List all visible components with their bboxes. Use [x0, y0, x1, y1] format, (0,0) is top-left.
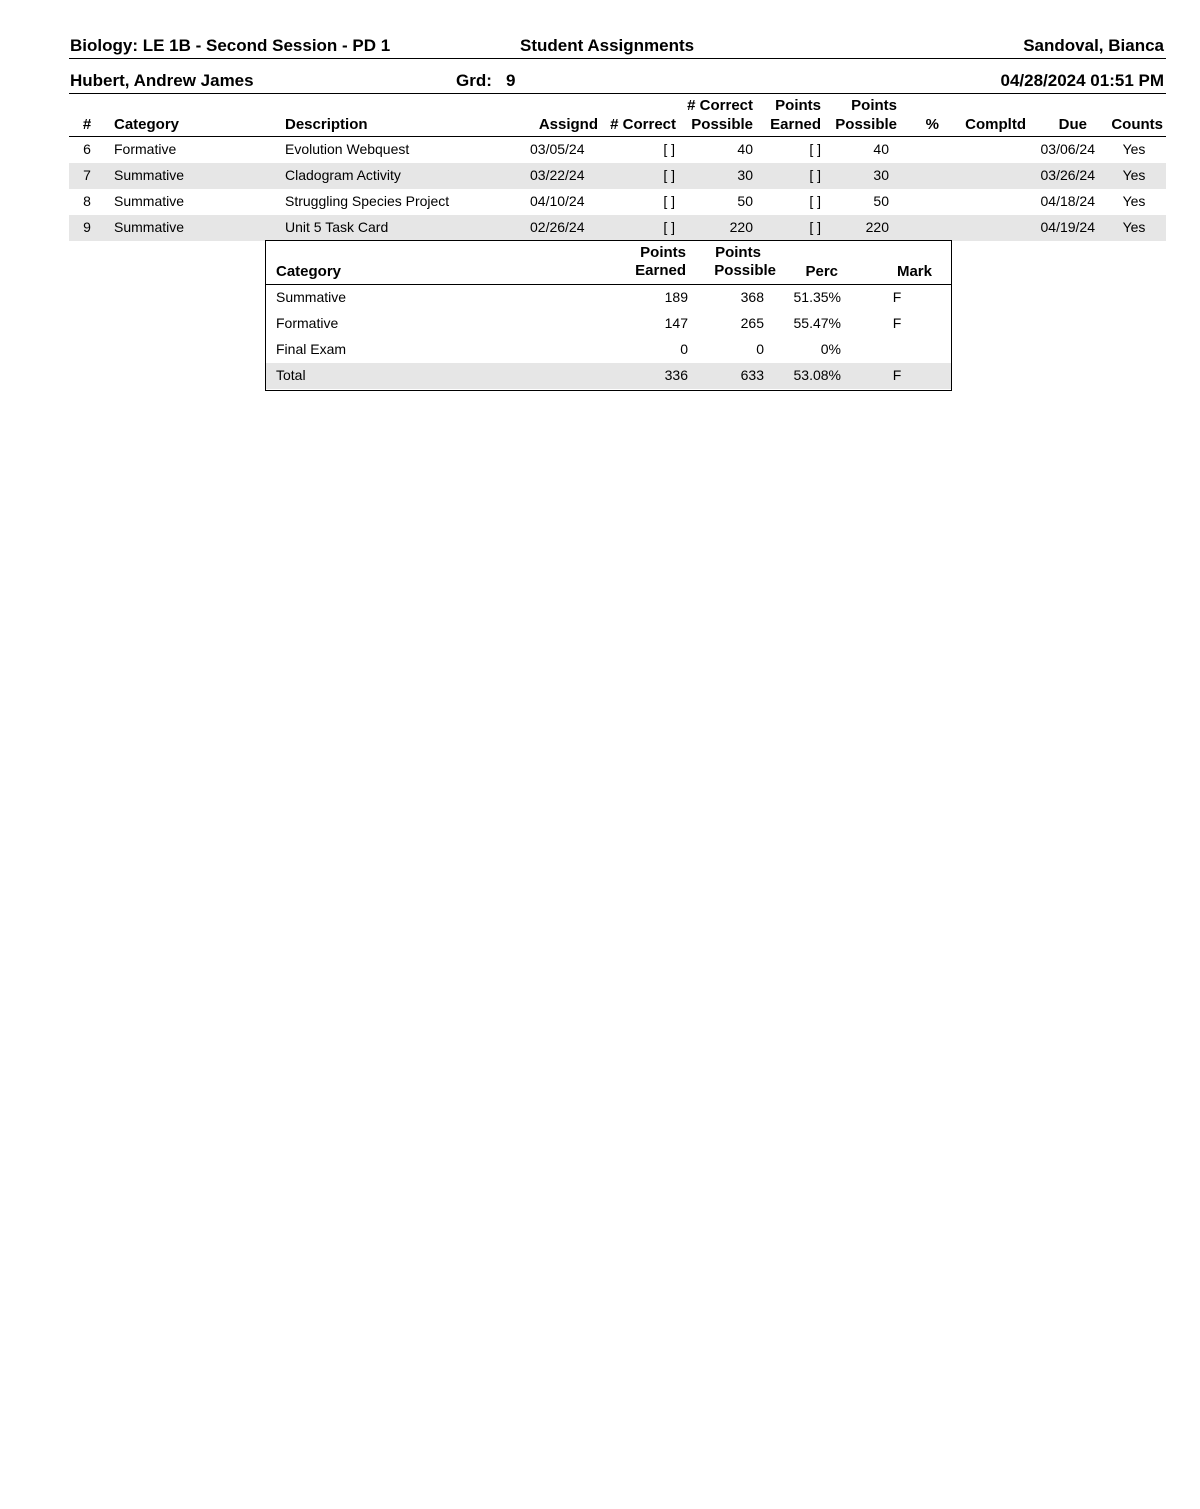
summary-category: Final Exam: [276, 341, 347, 357]
cell-correct: [ ]: [663, 219, 675, 235]
cell-points-possible: 220: [865, 219, 889, 235]
summary-mark: F: [892, 315, 902, 331]
col-counts: Counts: [1111, 116, 1163, 133]
cell-due: 04/18/24: [1040, 193, 1095, 209]
col-correct-possible-line1: # Correct: [687, 97, 753, 114]
cell-points-earned: [ ]: [809, 193, 821, 209]
summary-col-category: Category: [276, 263, 342, 280]
table-row: [69, 189, 1166, 215]
summary-row: [266, 311, 951, 337]
cell-category: Summative: [114, 167, 185, 183]
table-row: [69, 137, 1166, 163]
cell-category: Summative: [114, 219, 185, 235]
cell-correct-possible: 220: [729, 219, 753, 235]
summary-col-earned-line2: Earned: [635, 262, 686, 279]
cell-due: 03/06/24: [1040, 141, 1095, 157]
summary-col-possible-line1: Points: [715, 244, 761, 261]
student-name: Hubert, Andrew James: [70, 71, 254, 90]
summary-possible: 0: [756, 341, 764, 357]
report-title: Student Assignments: [520, 36, 695, 55]
cell-description: Struggling Species Project: [285, 193, 450, 209]
col-percent: %: [925, 116, 939, 133]
cell-counts: Yes: [1122, 167, 1146, 183]
col-completed: Compltd: [965, 116, 1026, 133]
col-points-earned-line1: Points: [775, 97, 821, 114]
cell-assigned: 03/05/24: [530, 141, 585, 157]
assignments-table: [69, 96, 1166, 241]
course-title: Biology: LE 1B - Second Session - PD 1: [70, 36, 391, 55]
summary-col-possible-line2: Possible: [714, 262, 776, 279]
col-category: Category: [114, 116, 180, 133]
cell-points-possible: 40: [873, 141, 889, 157]
cell-num: 8: [83, 193, 91, 209]
cell-due: 04/19/24: [1040, 219, 1095, 235]
col-correct: # Correct: [610, 116, 676, 133]
col-assigned: Assignd: [538, 116, 598, 133]
cell-points-earned: [ ]: [809, 141, 821, 157]
cell-points-earned: [ ]: [809, 219, 821, 235]
cell-points-possible: 50: [873, 193, 889, 209]
cell-counts: Yes: [1122, 219, 1146, 235]
table-row: [69, 163, 1166, 189]
col-points-possible-line2: Possible: [835, 116, 897, 133]
cell-description: Cladogram Activity: [285, 167, 401, 183]
cell-assigned: 04/10/24: [530, 193, 585, 209]
col-description: Description: [285, 116, 368, 133]
col-due: Due: [1058, 116, 1087, 133]
summary-total-row: [266, 363, 951, 389]
summary-perc: 55.47%: [793, 315, 841, 331]
summary-earned: 147: [664, 315, 688, 331]
summary-header-row: [266, 241, 951, 285]
summary-possible: 368: [740, 289, 764, 305]
cell-description: Evolution Webquest: [285, 141, 410, 157]
cell-correct-possible: 50: [737, 193, 753, 209]
summary-col-perc: Perc: [805, 263, 838, 280]
summary-row: [266, 337, 951, 363]
cell-description: Unit 5 Task Card: [285, 219, 389, 235]
cell-assigned: 02/26/24: [530, 219, 585, 235]
grade-value: 9: [506, 71, 516, 90]
cell-correct: [ ]: [663, 141, 675, 157]
assignments-body: [69, 137, 1166, 241]
summary-col-mark: Mark: [896, 263, 932, 280]
cell-category: Formative: [114, 141, 177, 157]
category-summary-table: [265, 240, 952, 391]
summary-mark: F: [892, 289, 902, 305]
summary-earned: 0: [680, 341, 688, 357]
summary-perc: 53.08%: [793, 367, 841, 383]
student-header: [69, 69, 1166, 94]
teacher-name: Sandoval, Bianca: [1023, 36, 1164, 55]
report-header: [69, 34, 1166, 59]
cell-correct-possible: 30: [737, 167, 753, 183]
summary-possible: 265: [740, 315, 764, 331]
summary-category: Total: [276, 367, 306, 383]
cell-correct: [ ]: [663, 167, 675, 183]
cell-points-possible: 30: [873, 167, 889, 183]
summary-earned: 189: [664, 289, 688, 305]
summary-perc: 0%: [820, 341, 841, 357]
cell-category: Summative: [114, 193, 185, 209]
summary-category: Summative: [276, 289, 347, 305]
report-datetime: 04/28/2024 01:51 PM: [1000, 71, 1164, 90]
summary-row: [266, 285, 951, 311]
summary-perc: 51.35%: [793, 289, 841, 305]
cell-counts: Yes: [1122, 141, 1146, 157]
cell-assigned: 03/22/24: [530, 167, 585, 183]
summary-col-earned-line1: Points: [640, 244, 686, 261]
cell-points-earned: [ ]: [809, 167, 821, 183]
summary-earned: 336: [664, 367, 688, 383]
cell-num: 6: [83, 141, 91, 157]
grade-label: Grd:: [456, 71, 492, 90]
summary-possible: 633: [740, 367, 764, 383]
cell-num: 7: [83, 167, 91, 183]
cell-correct-possible: 40: [737, 141, 753, 157]
cell-correct: [ ]: [663, 193, 675, 209]
col-points-possible-line1: Points: [851, 97, 897, 114]
col-correct-possible-line2: Possible: [691, 116, 753, 133]
summary-mark: F: [892, 367, 902, 383]
assignments-header-row: [69, 96, 1166, 137]
col-points-earned-line2: Earned: [770, 116, 821, 133]
summary-category: Formative: [276, 315, 339, 331]
cell-counts: Yes: [1122, 193, 1146, 209]
col-num: #: [82, 116, 92, 133]
cell-num: 9: [83, 219, 91, 235]
cell-due: 03/26/24: [1040, 167, 1095, 183]
table-row: [69, 215, 1166, 241]
